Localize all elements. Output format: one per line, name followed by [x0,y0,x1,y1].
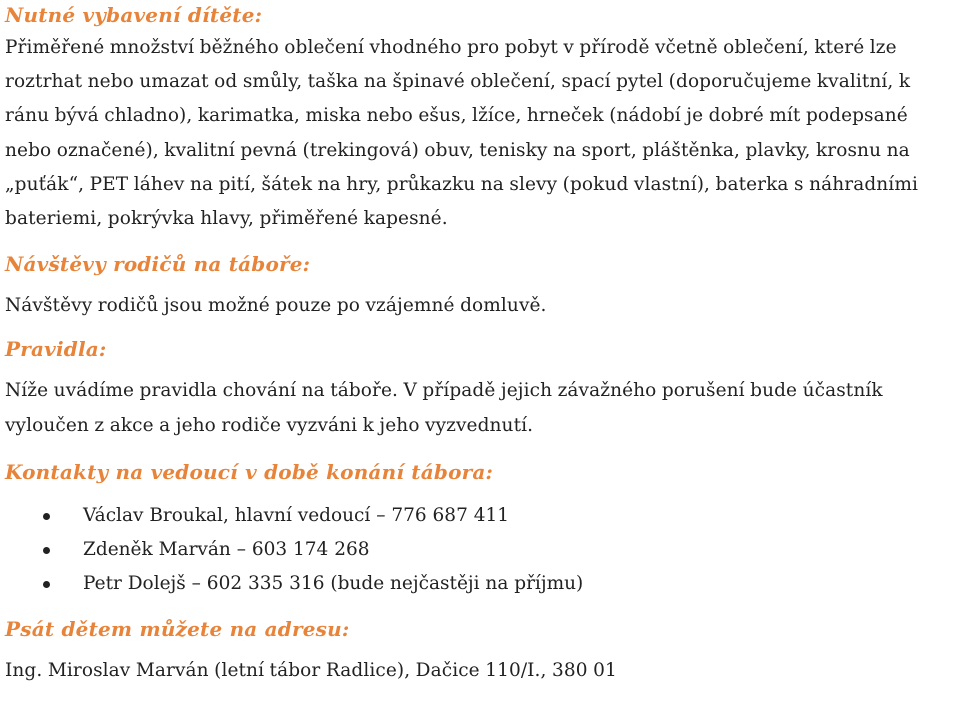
bullet-icon [43,547,50,554]
list-item [5,533,955,567]
rules-heading: Pravidla: [5,337,107,362]
contacts-list [5,499,955,601]
list-item [5,567,955,601]
rules-text: Níže uvádíme pravidla chování na táboře. V případě jejich závažného porušení bude účastník vyloučen z akce a jeho rodiče vyzváni k jeho vyzvednutí. [5,380,883,436]
list-item [5,499,955,533]
document-page [5,0,955,688]
contacts-heading: Kontakty na vedoucí v době konání tábora: [5,459,494,484]
equipment-text: Přiměřené množství běžného oblečení vhodného pro pobyt v přírodě včetně oblečení, které lze roztrhat nebo umazat od smůly, taška na špinavé oblečení, spací pytel (doporučujeme kvalitní, k ránu bývá chladno), karimatka, miska nebo ešus, lžíce, hrneček (nádobí je dobré mít podepsané nebo označené), kvalitní pevná (trekingová) obuv, tenisky na sport, pláštěnka, plavky, krosnu na „puťák“, PET láhev na pití, šátek na hry, průkazku na slevy (pokud vlastní), baterka s náhradními bateriemi, pokrývka hlavy, přiměřené kapesné. [5,37,918,230]
equipment-heading: Nutné vybavení dítěte: [5,3,263,27]
bullet-icon [43,513,50,520]
contact-text: Václav Broukal, hlavní vedoucí – 776 687 411 [83,504,510,526]
contact-text: Zdeněk Marván – 603 174 268 [83,538,370,560]
visits-text: Návštěvy rodičů jsou možné pouze po vzájemné domluvě. [5,295,547,317]
visits-heading: Návštěvy rodičů na táboře: [5,252,311,277]
contact-text: Petr Dolejš – 602 335 316 (bude nejčastěji na příjmu) [83,572,584,594]
address-heading: Psát dětem můžete na adresu: [5,616,350,641]
bullet-icon [43,581,50,588]
address-text: Ing. Miroslav Marván (letní tábor Radlice), Dačice 110/I., 380 01 [5,659,617,681]
